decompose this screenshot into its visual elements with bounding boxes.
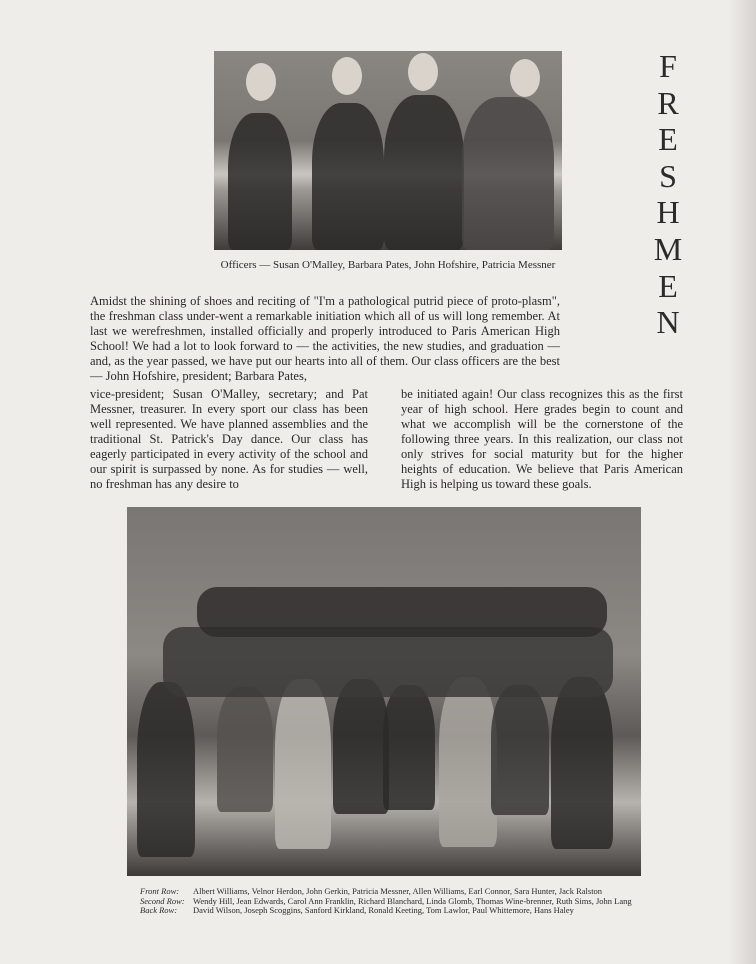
row-label: Front Row: [140,886,180,896]
names-row-back [140,906,640,916]
officers-photo [214,51,562,250]
right-column-text: be initiated again! Our class recognizes this as the first year of high school. Here grades begin to count and what we accomplish will be the cornerstone of the following three years. In this realization, our class not only strives for social maturity but for the higher heights of education. We believe that Paris American High is helping us toward these goals. [401,387,683,491]
intro-paragraph: Amidst the shining of shoes and reciting of "I'm a pathological putrid piece of proto-plasm", the freshman class under-went a remarkable initiation which all of us will long remember. At last we werefreshmen, installed officially and properly introduced to Paris American High School! We had a lot to look forward to — the activities, the new studies, and graduation — and, as the year passed, we have put our hearts into all of them. Our class officers are the best — John Hofshire, president; Barbara Pates, [90,294,560,383]
student-figure [275,679,331,849]
row-label: Second Row: [140,895,185,906]
officer-head [408,53,438,91]
student-figure [383,685,435,810]
officer-head [246,63,276,101]
title-letter: N [656,304,680,341]
title-letter: R [657,84,679,121]
title-letter: E [658,121,678,158]
class-names-list [140,887,640,916]
page-edge [728,0,756,964]
title-letter: E [658,267,678,304]
title-letter: S [659,157,677,194]
student-figure [137,682,195,857]
student-figure [551,677,613,849]
student-figure [491,685,549,815]
officer-figure [228,113,292,250]
student-figure [439,677,497,847]
row-names: Albert Williams, Velnor Herdon, John Gerkin, Patricia Messner, Allen Williams, Earl Connor, Sara Hunter, Jack Ralston [193,886,603,896]
officer-figure [462,97,554,250]
officer-figure [312,103,384,250]
student-figure [217,687,273,812]
title-letter: F [659,48,677,84]
student-figure [333,679,389,814]
left-column-text: vice-president; Susan O'Malley, secretary; and Pat Messner, treasurer. In every sport our class has been well represented. We have planned assemblies and the traditional St. Patrick's Day dance. Our class has eagerly participated in every activity of the school and our spirit is surpassed by none. As for studies — well, no freshman has any desire to [90,387,368,491]
officer-head [510,59,540,97]
student-rows [197,587,607,637]
class-group-photo [127,507,641,876]
title-letter: M [653,230,683,267]
row-label: Back Row: [140,905,178,915]
officers-caption: Officers — Susan O'Malley, Barbara Pates, John Hofshire, Patricia Messner [220,259,556,271]
officer-figure [384,95,464,250]
row-names: David Wilson, Joseph Scoggins, Sanford Kirkland, Ronald Keeting, Tom Lawlor, Paul Whittemore, Hans Haley [193,905,574,915]
section-title-freshmen [648,48,688,341]
student-rows [163,627,613,697]
title-letter: H [656,194,680,231]
row-names: Wendy Hill, Jean Edwards, Carol Ann Franklin, Richard Blanchard, Linda Glomb, Thomas Wine-brenner, Ruth Sims, John Lang [193,895,632,906]
officer-head [332,57,362,95]
